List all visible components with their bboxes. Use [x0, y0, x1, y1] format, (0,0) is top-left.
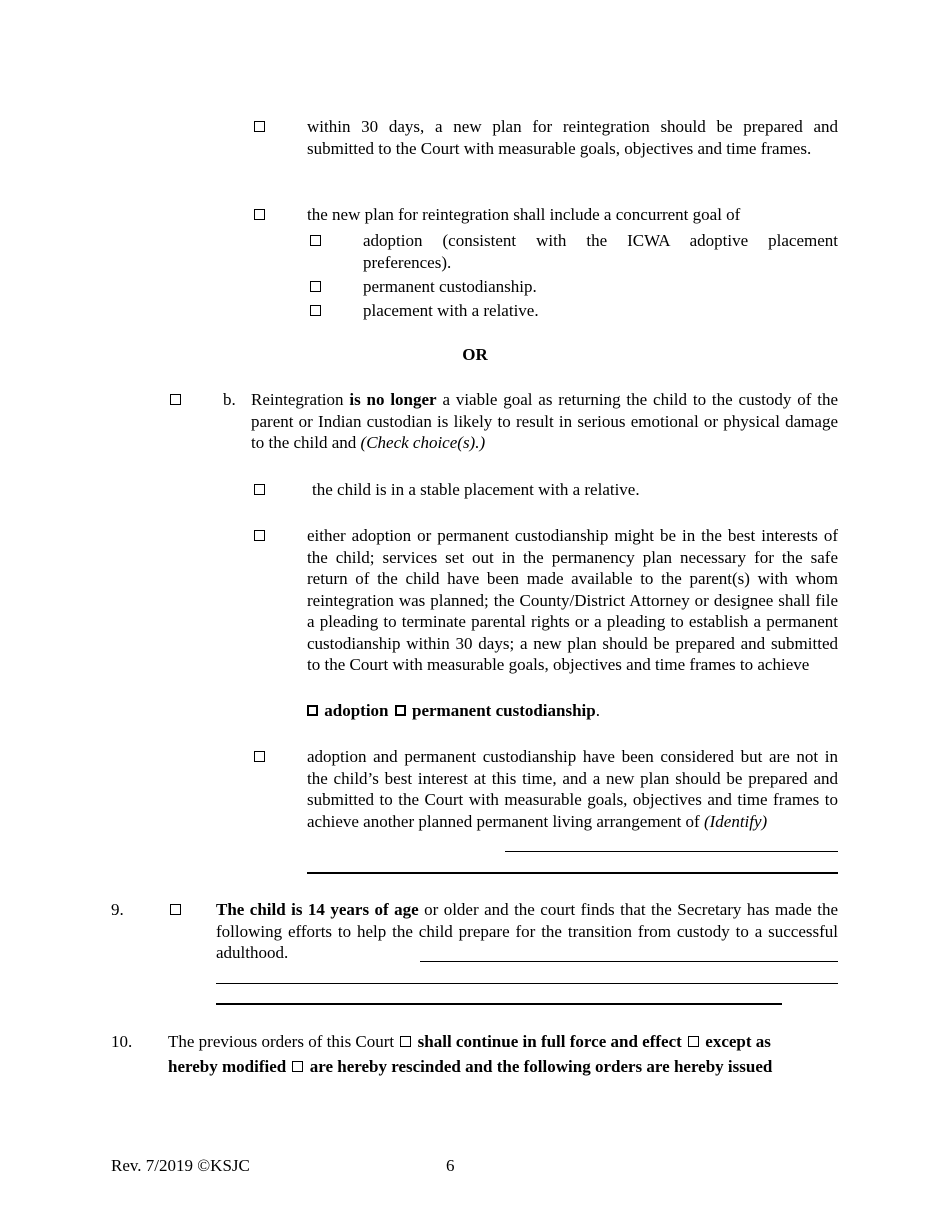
- achieve-custodianship-label: permanent custodianship: [412, 701, 596, 720]
- stable-placement-text: the child is in a stable placement with a relative.: [312, 480, 640, 499]
- appla-text: adoption and permanent custodianship have been considered but are not in the child’s best interest at this time, and a new plan should be prepared and submitted to the Court with measurable goals, objectives and time frames to achieve another planned permanent living arrangement of (Identify): [307, 747, 838, 831]
- identify-answer-line-1[interactable]: [505, 851, 838, 852]
- efforts-answer-line-3[interactable]: [216, 1003, 782, 1005]
- checkbox-appla[interactable]: [254, 751, 265, 762]
- item-10-line-2: hereby modified are hereby rescinded and the following orders are hereby issued: [168, 1057, 773, 1076]
- checkbox-stable-placement[interactable]: [254, 484, 265, 495]
- efforts-answer-line-1[interactable]: [420, 961, 838, 962]
- concurrent-adoption-text-line1: adoption (consistent with the ICWA adoptive placement: [363, 231, 838, 250]
- checkbox-achieve-adoption[interactable]: [307, 705, 318, 716]
- achieve-choice-line: adoption permanent custodianship.: [307, 700, 600, 722]
- checkbox-concurrent-custodianship[interactable]: [310, 281, 321, 292]
- checkbox-adoption-or-custodianship[interactable]: [254, 530, 265, 541]
- item-10-number: 10.: [111, 1032, 133, 1051]
- achieve-adoption-label: adoption: [324, 701, 389, 720]
- item-9-text: The child is 14 years of age or older and the court finds that the Secretary has made the following efforts to help the child prepare for the transition from custody to a successful adulthood.: [216, 900, 838, 962]
- item-10-line-1: The previous orders of this Court shall continue in full force and effect except as: [168, 1032, 771, 1051]
- checkbox-rescinded[interactable]: [292, 1061, 303, 1072]
- checkbox-continue-in-force[interactable]: [400, 1036, 411, 1047]
- checkbox-except-modified[interactable]: [688, 1036, 699, 1047]
- footer-page-number: 6: [446, 1156, 455, 1175]
- checkbox-concurrent-adoption[interactable]: [310, 235, 321, 246]
- efforts-answer-line-2[interactable]: [216, 983, 838, 984]
- checkbox-b-no-longer-viable[interactable]: [170, 394, 181, 405]
- footer-revision: Rev. 7/2019 ©KSJC: [111, 1156, 250, 1175]
- checkbox-concurrent-goal[interactable]: [254, 209, 265, 220]
- concurrent-custodianship-text: permanent custodianship.: [363, 277, 537, 296]
- adoption-or-custodianship-text: either adoption or permanent custodianship might be in the best interests of the child; services set out in the permanency plan necessary for the safe return of the child have been made available to the parent(s) with whom reintegration was planned; the County/District Attorney or designee shall file a pleading to terminate parental rights or a pleading to establish a permanent custodianship within 30 days; a new plan should be prepared and submitted to the Court with measurable goals, objectives and time frames to achieve: [307, 526, 838, 674]
- item-9-number: 9.: [111, 900, 124, 919]
- checkbox-achieve-custodianship[interactable]: [395, 705, 406, 716]
- identify-label: (Identify): [703, 811, 768, 831]
- or-divider-label: OR: [462, 345, 488, 364]
- checkbox-new-plan[interactable]: [254, 121, 265, 132]
- concurrent-relative-text: placement with a relative.: [363, 301, 539, 320]
- new-plan-text: within 30 days, a new plan for reintegration should be prepared and submitted to the Court with measurable goals, objectives and time frames.: [307, 117, 838, 158]
- identify-answer-line-2[interactable]: [307, 872, 838, 874]
- concurrent-goal-text: the new plan for reintegration shall include a concurrent goal of: [307, 205, 741, 224]
- b-reintegration-text: Reintegration is no longer a viable goal as returning the child to the custody of the parent or Indian custodian is likely to result in serious emotional or physical damage to the child and (Check choice(s).): [251, 390, 839, 452]
- concurrent-adoption-text-line2: preferences).: [363, 253, 452, 272]
- checkbox-child-14[interactable]: [170, 904, 181, 915]
- b-letter: b.: [223, 390, 236, 409]
- checkbox-concurrent-relative[interactable]: [310, 305, 321, 316]
